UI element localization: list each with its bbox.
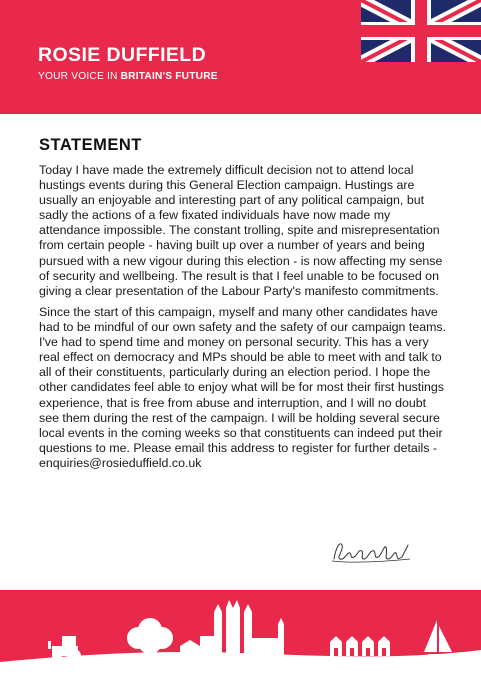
union-jack-flag-icon: [361, 0, 481, 62]
cathedral-icon: [180, 600, 284, 658]
page-footer: [0, 590, 481, 680]
imprint-line: Promoted by Pat Edwards on behalf of Rosie Duffield, both of 12, Belmont Road, Whitstable CT5 1QP: [136, 667, 345, 672]
tree-icon: [127, 618, 173, 658]
page-header: [0, 0, 481, 114]
handwritten-signature: [330, 537, 412, 567]
statement-paragraph-1: Today I have made the extremely difficult decision not to attend local hustings events during this General Election campaign. Hustings are usually an enjoyable and interesting part of any political campaign, but sadly the actions of a few fixated individuals have now made my attendance impossible. The constant trolling, spite and misrepresentation from certain people - having built up over a number of years and being pursued with a new vigour during this election - is now affecting my sense of security and wellbeing. The result is that I feel unable to be focused on giving a clear presentation of the Labour Party's manifesto commitments.: [39, 163, 443, 298]
campaign-tagline: [38, 71, 218, 82]
beach-huts-icon: [330, 636, 390, 656]
tagline-strong: BRITAIN'S FUTURE: [120, 71, 218, 82]
statement-heading: STATEMENT: [39, 136, 142, 154]
candidate-name: ROSIE DUFFIELD: [38, 44, 207, 66]
sailboat-icon: [424, 620, 452, 660]
statement-paragraph-2: Since the start of this campaign, myself and many other candidates have had to be mindful of our own safety and the safety of our campaign teams. I've had to spend time and money on personal security. This has a very real effect on democracy and MPs should be able to meet with and talk to all of their constituents, particularly during an election period. I hope the other candidates feel able to enjoy what will be for most their first hustings experience, that is free from abuse and interruption, and I will no doubt see them during the rest of the campaign. I will be holding several secure local events in the coming weeks so that constituents can indeed put their questions to me. Please email this address to register for further details - enquiries@rosieduffield.co.uk: [39, 305, 447, 470]
tagline-prefix: YOUR VOICE IN: [38, 71, 121, 82]
